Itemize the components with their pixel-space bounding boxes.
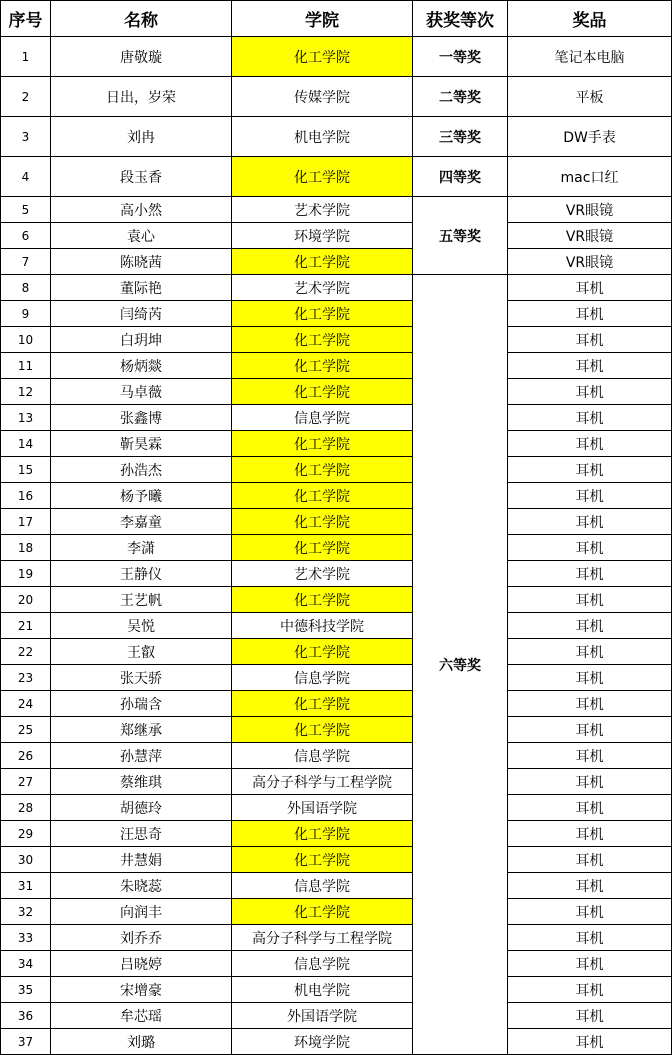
prize-cell: 耳机	[508, 431, 672, 457]
name-cell: 闫绮芮	[51, 301, 232, 327]
index-cell: 28	[1, 795, 51, 821]
name-cell: 宋增豪	[51, 977, 232, 1003]
index-cell: 6	[1, 223, 51, 249]
name-cell: 向润丰	[51, 899, 232, 925]
name-cell: 井慧娟	[51, 847, 232, 873]
name-cell: 吴悦	[51, 613, 232, 639]
table-row	[1, 223, 672, 249]
prize-cell: 耳机	[508, 301, 672, 327]
table-row	[1, 157, 672, 197]
college-cell: 化工学院	[232, 483, 413, 509]
college-cell: 化工学院	[232, 353, 413, 379]
name-cell: 刘冉	[51, 117, 232, 157]
prize-cell: 耳机	[508, 1029, 672, 1055]
index-cell: 17	[1, 509, 51, 535]
index-cell: 21	[1, 613, 51, 639]
name-cell: 段玉香	[51, 157, 232, 197]
prize-cell: 耳机	[508, 379, 672, 405]
college-cell: 化工学院	[232, 717, 413, 743]
name-cell: 靳昊霖	[51, 431, 232, 457]
name-cell: 牟芯瑶	[51, 1003, 232, 1029]
header-award-level: 获奖等次	[413, 1, 508, 37]
college-cell: 高分子科学与工程学院	[232, 769, 413, 795]
index-cell: 37	[1, 1029, 51, 1055]
college-cell: 机电学院	[232, 977, 413, 1003]
index-cell: 15	[1, 457, 51, 483]
index-cell: 19	[1, 561, 51, 587]
index-cell: 10	[1, 327, 51, 353]
prize-cell: 耳机	[508, 977, 672, 1003]
index-cell: 13	[1, 405, 51, 431]
college-cell: 化工学院	[232, 639, 413, 665]
index-cell: 26	[1, 743, 51, 769]
table-row	[1, 769, 672, 795]
prize-cell: 耳机	[508, 483, 672, 509]
prize-cell: 耳机	[508, 665, 672, 691]
table-row	[1, 561, 672, 587]
prize-cell: 耳机	[508, 795, 672, 821]
index-cell: 2	[1, 77, 51, 117]
college-cell: 艺术学院	[232, 561, 413, 587]
college-cell: 机电学院	[232, 117, 413, 157]
college-cell: 艺术学院	[232, 275, 413, 301]
prize-cell: 耳机	[508, 873, 672, 899]
name-cell: 王艺帆	[51, 587, 232, 613]
table-row	[1, 117, 672, 157]
index-cell: 18	[1, 535, 51, 561]
prize-cell: 耳机	[508, 639, 672, 665]
college-cell: 化工学院	[232, 379, 413, 405]
prize-cell: 耳机	[508, 353, 672, 379]
prize-cell: 平板	[508, 77, 672, 117]
award-level-cell: 一等奖	[413, 37, 508, 77]
prize-cell: 耳机	[508, 743, 672, 769]
college-cell: 化工学院	[232, 37, 413, 77]
prize-cell: 耳机	[508, 587, 672, 613]
college-cell: 化工学院	[232, 821, 413, 847]
prize-cell: 耳机	[508, 327, 672, 353]
name-cell: 李潇	[51, 535, 232, 561]
prize-cell: 耳机	[508, 613, 672, 639]
table-row	[1, 431, 672, 457]
name-cell: 刘乔乔	[51, 925, 232, 951]
prize-cell: 耳机	[508, 275, 672, 301]
table-row	[1, 925, 672, 951]
prize-cell: 耳机	[508, 691, 672, 717]
college-cell: 化工学院	[232, 249, 413, 275]
name-cell: 张天骄	[51, 665, 232, 691]
header-college: 学院	[232, 1, 413, 37]
table-row	[1, 951, 672, 977]
name-cell: 唐敬璇	[51, 37, 232, 77]
table-row	[1, 587, 672, 613]
index-cell: 24	[1, 691, 51, 717]
college-cell: 化工学院	[232, 431, 413, 457]
table-row	[1, 457, 672, 483]
table-row	[1, 717, 672, 743]
prize-cell: 耳机	[508, 405, 672, 431]
table-row	[1, 743, 672, 769]
index-cell: 29	[1, 821, 51, 847]
table-row	[1, 197, 672, 223]
college-cell: 化工学院	[232, 899, 413, 925]
prize-cell: 耳机	[508, 951, 672, 977]
index-cell: 1	[1, 37, 51, 77]
college-cell: 化工学院	[232, 509, 413, 535]
college-cell: 信息学院	[232, 405, 413, 431]
college-cell: 外国语学院	[232, 795, 413, 821]
college-cell: 艺术学院	[232, 197, 413, 223]
index-cell: 3	[1, 117, 51, 157]
index-cell: 34	[1, 951, 51, 977]
name-cell: 汪思奇	[51, 821, 232, 847]
name-cell: 白玥坤	[51, 327, 232, 353]
table-row	[1, 821, 672, 847]
prize-cell: 耳机	[508, 717, 672, 743]
index-cell: 25	[1, 717, 51, 743]
name-cell: 张鑫博	[51, 405, 232, 431]
college-cell: 化工学院	[232, 457, 413, 483]
table-row	[1, 899, 672, 925]
award-level-cell: 六等奖	[413, 275, 508, 1055]
index-cell: 22	[1, 639, 51, 665]
table-row	[1, 509, 672, 535]
college-cell: 化工学院	[232, 847, 413, 873]
prize-cell: 耳机	[508, 457, 672, 483]
college-cell: 外国语学院	[232, 1003, 413, 1029]
index-cell: 32	[1, 899, 51, 925]
name-cell: 杨炳燚	[51, 353, 232, 379]
name-cell: 董际艳	[51, 275, 232, 301]
name-cell: 朱晓蕊	[51, 873, 232, 899]
index-cell: 12	[1, 379, 51, 405]
table-row	[1, 873, 672, 899]
table-row	[1, 483, 672, 509]
prize-cell: 耳机	[508, 561, 672, 587]
index-cell: 35	[1, 977, 51, 1003]
college-cell: 化工学院	[232, 157, 413, 197]
header-prize: 奖品	[508, 1, 672, 37]
table-row	[1, 795, 672, 821]
header-row	[1, 1, 672, 37]
name-cell: 蔡维琪	[51, 769, 232, 795]
index-cell: 36	[1, 1003, 51, 1029]
table-row	[1, 405, 672, 431]
prize-cell: VR眼镜	[508, 197, 672, 223]
college-cell: 高分子科学与工程学院	[232, 925, 413, 951]
name-cell: 孙浩杰	[51, 457, 232, 483]
college-cell: 信息学院	[232, 743, 413, 769]
prize-cell: 耳机	[508, 899, 672, 925]
college-cell: 化工学院	[232, 327, 413, 353]
name-cell: 王静仪	[51, 561, 232, 587]
table-row	[1, 37, 672, 77]
name-cell: 孙慧萍	[51, 743, 232, 769]
table-row	[1, 847, 672, 873]
table-row	[1, 77, 672, 117]
college-cell: 化工学院	[232, 587, 413, 613]
index-cell: 30	[1, 847, 51, 873]
index-cell: 23	[1, 665, 51, 691]
college-cell: 化工学院	[232, 691, 413, 717]
index-cell: 4	[1, 157, 51, 197]
table-row	[1, 977, 672, 1003]
name-cell: 日出，岁荣	[51, 77, 232, 117]
index-cell: 5	[1, 197, 51, 223]
table-row	[1, 639, 672, 665]
prize-cell: 耳机	[508, 535, 672, 561]
index-cell: 33	[1, 925, 51, 951]
college-cell: 环境学院	[232, 1029, 413, 1055]
index-cell: 11	[1, 353, 51, 379]
award-level-cell: 三等奖	[413, 117, 508, 157]
name-cell: 杨予曦	[51, 483, 232, 509]
prize-cell: 耳机	[508, 769, 672, 795]
prize-cell: mac口红	[508, 157, 672, 197]
college-cell: 环境学院	[232, 223, 413, 249]
index-cell: 16	[1, 483, 51, 509]
index-cell: 8	[1, 275, 51, 301]
college-cell: 信息学院	[232, 951, 413, 977]
name-cell: 刘璐	[51, 1029, 232, 1055]
name-cell: 袁心	[51, 223, 232, 249]
table-body	[1, 37, 672, 1055]
index-cell: 31	[1, 873, 51, 899]
name-cell: 高小然	[51, 197, 232, 223]
prize-cell: 耳机	[508, 821, 672, 847]
table-row	[1, 613, 672, 639]
table-row	[1, 535, 672, 561]
college-cell: 中德科技学院	[232, 613, 413, 639]
table-row	[1, 665, 672, 691]
prize-cell: 耳机	[508, 1003, 672, 1029]
index-cell: 14	[1, 431, 51, 457]
index-cell: 27	[1, 769, 51, 795]
header-index: 序号	[1, 1, 51, 37]
table-row	[1, 379, 672, 405]
college-cell: 传媒学院	[232, 77, 413, 117]
index-cell: 20	[1, 587, 51, 613]
college-cell: 信息学院	[232, 665, 413, 691]
college-cell: 化工学院	[232, 535, 413, 561]
table-row	[1, 275, 672, 301]
prize-cell: 笔记本电脑	[508, 37, 672, 77]
prize-cell: VR眼镜	[508, 223, 672, 249]
table-row	[1, 249, 672, 275]
prize-cell: 耳机	[508, 509, 672, 535]
table-row	[1, 301, 672, 327]
name-cell: 李嘉童	[51, 509, 232, 535]
award-level-cell: 四等奖	[413, 157, 508, 197]
award-level-cell: 二等奖	[413, 77, 508, 117]
prize-cell: DW手表	[508, 117, 672, 157]
college-cell: 化工学院	[232, 301, 413, 327]
table-row	[1, 327, 672, 353]
index-cell: 9	[1, 301, 51, 327]
name-cell: 马卓薇	[51, 379, 232, 405]
name-cell: 王叡	[51, 639, 232, 665]
prize-cell: VR眼镜	[508, 249, 672, 275]
name-cell: 陈晓茜	[51, 249, 232, 275]
index-cell: 7	[1, 249, 51, 275]
prize-cell: 耳机	[508, 847, 672, 873]
prize-cell: 耳机	[508, 925, 672, 951]
table-row	[1, 691, 672, 717]
header-name: 名称	[51, 1, 232, 37]
table-row	[1, 1003, 672, 1029]
name-cell: 吕晓婷	[51, 951, 232, 977]
name-cell: 郑继承	[51, 717, 232, 743]
name-cell: 胡德玲	[51, 795, 232, 821]
award-level-cell: 五等奖	[413, 197, 508, 275]
name-cell: 孙瑞含	[51, 691, 232, 717]
table-row	[1, 353, 672, 379]
college-cell: 信息学院	[232, 873, 413, 899]
table-row	[1, 1029, 672, 1055]
